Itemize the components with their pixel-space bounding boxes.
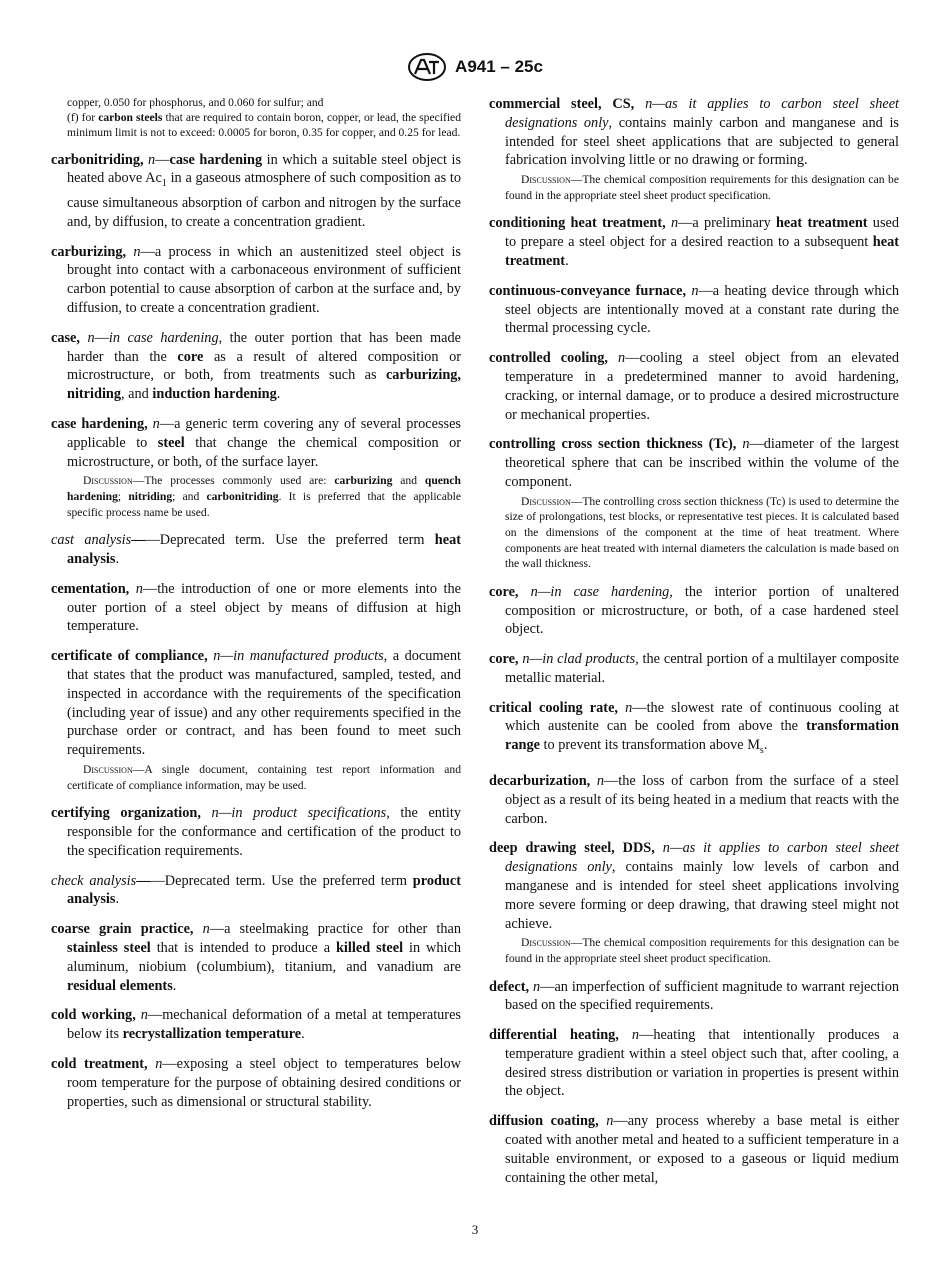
list-item: copper, 0.050 for phosphorus, and 0.060 for sulfur; and (67, 96, 324, 109)
entry-controlled-cooling: controlled cooling, n—cooling a steel object from an elevated temperature in a predetermined manner to avoid hardening, cracking, or internal damage, or to produce a desired microstructure or mechanical properties. (489, 350, 899, 423)
entry-critical-cooling-rate: critical cooling rate, n—the slowest rate of continuous cooling at which austenite can be cooled from above the transformation range to prevent its transformation above $M_s$. (489, 699, 899, 757)
entry-differential-heating: differential heating, n—heating that intentionally produces a temperature gradient within a steel object such that, after cooling, a desired stress distribution or variation in properties is present within the object. (489, 1027, 899, 1100)
page-header (0, 52, 950, 82)
entry-continuous-conveyance-furnace: continuous-conveyance furnace, n—a heating device through which steel objects are intentionally moved at a constant rate during the thermal processing cycle. (489, 282, 899, 337)
right-column (489, 95, 899, 1198)
list-item-f: (f) for carbon steels that are required to contain boron, copper, or lead, the specified minimum limit is not to exceed: 0.0005 for boron, 0.35 for copper, and 0.25 for lead. (67, 111, 461, 140)
astm-logo-icon (407, 52, 447, 82)
standard-designation: A941 – 25c (455, 57, 543, 76)
entry-coarse-grain-practice: coarse grain practice, n—a steelmaking practice for other than stainless steel that is intended to produce a killed steel in which aluminum, niobium (columbium), titanium, and vanadium are residual elements. (51, 921, 461, 994)
entry-commercial-steel: commercial steel, CS, n—as it applies to carbon steel sheet designations only, contains mainly carbon and manganese and is intended for steel sheet applications that are subjected to general fabrication involving little or no drawing or forming. Discussion—The chemical composition requirements for this designation can be found in the appropriate steel sheet product specification. (489, 96, 900, 202)
left-column (51, 95, 461, 1122)
continued-list (51, 95, 461, 141)
entry-controlling-cross-section: controlling cross section thickness (Tc), n—diameter of the largest theoretical sphere that can be inscribed within the volume of the component. Discussion—The controlling cross section thickness (Tc) is used to determine the size of prolongations, test blocks, or representative test pieces. It is calculated based on the dimensions of the component at the time of heat treatment. Where components are heat treated with internal diameters the calculation is made based on the wall thickness. (489, 436, 899, 571)
entry-case: case, n—in case hardening, the outer portion that has been made harder than the core as a result of altered composition or microstructure, or both, from treatments such as carburizing, nitriding, and induction hardening. (51, 329, 462, 403)
entry-cold-working: cold working, n—mechanical deformation of a metal at temperatures below its recrystallization temperature. (51, 1007, 461, 1043)
entry-cast-analysis: cast analysis——Deprecated term. Use the preferred term heat analysis. (51, 532, 461, 567)
entry-cold-treatment: cold treatment, n—exposing a steel object to temperatures below room temperature for the purpose of obtaining desired conditions or properties, such as dimensional or structural stability. (51, 1055, 461, 1110)
discussion-note: Discussion—The chemical composition requirements for this designation can be found in the appropriate steel sheet product specification. (505, 936, 899, 965)
discussion-note: Discussion—The processes commonly used are: carburizing and quench hardening; nitriding; and carbonitriding. It is preferred that the applicable specific process name be used. (67, 474, 462, 519)
entry-conditioning-heat-treatment: conditioning heat treatment, n—a preliminary heat treatment used to prepare a steel object for a desired reaction to a subsequent heat treatment. (489, 215, 900, 269)
entry-core-case-hardening: core, n—in case hardening, the interior portion of unaltered composition or microstructure, or both, of a case hardened steel object. (489, 583, 899, 638)
entry-diffusion-coating: diffusion coating, n—any process whereby a base metal is either coated with another metal and heated to a sufficient temperature in a suitable environment, or exposed to a gaseous or liquid medium containing the other metal, (489, 1113, 899, 1186)
entry-carbonitriding: carbonitriding, n—case hardening in which a suitable steel object is heated above $Ac_1$ in a gaseous atmosphere of such composition as to cause simultaneous absorption of carbon and nitrogen by the surface and, by diffusion, to create a concentration gradient. (51, 151, 462, 230)
entry-case-hardening: case hardening, n—a generic term covering any of several processes applicable to steel that change the chemical composition or microstructure, or both, of the surface layer. Discussion—The processes commonly used are: carburizing and quench hardening; nitriding; and carbonitriding. It is preferred that the applicable specific process name be used. (51, 416, 462, 519)
entry-certifying-organization: certifying organization, n—in product specifications, the entity responsible for the conformance and certification of the product to the specification requirements. (51, 805, 461, 859)
discussion-note: Discussion—The chemical composition requirements for this designation can be found in the appropriate steel sheet product specification. (505, 173, 899, 202)
entry-certificate-of-compliance: certificate of compliance, n—in manufactured products, a document that states that the product was manufactured, sampled, tested, and inspected in accordance with the requirements of the specification (including year of issue) and any other requirements specified in the purchase order or contract, and has been found to meet such requirements. Discussion—A single document, containing test report information and certificate of compliance information, may be used. (51, 648, 462, 792)
page-number: 3 (471, 1222, 479, 1237)
entry-defect: defect, n—an imperfection of sufficient magnitude to warrant rejection based on the specified requirements. (489, 978, 899, 1014)
entry-cementation: cementation, n—the introduction of one or more elements into the outer portion of a steel object by means of diffusion at high temperature. (51, 580, 461, 635)
discussion-note: Discussion—The controlling cross section thickness (Tc) is used to determine the size of prolongations, test blocks, or representative test pieces. It is calculated based on the dimensions of the component at the time of heat treatment. Where components are heat treated with internal diameters the calculation is made based on the wall thickness. (505, 494, 899, 571)
entry-carburizing: carburizing, n—a process in which an austenitized steel object is brought into contact with a carbonaceous environment of sufficient carbon potential to cause absorption of carbon at the surface and, by diffusion, to create a concentration gradient. (51, 243, 461, 317)
entry-core-clad-products: core, n—in clad products, the central portion of a multilayer composite metallic material. (489, 651, 899, 686)
entry-check-analysis: check analysis——Deprecated term. Use the preferred term product analysis. (51, 872, 461, 908)
entry-deep-drawing-steel: deep drawing steel, DDS, n—as it applies to carbon steel sheet designations only, contains mainly low levels of carbon and manganese and is intended for steel sheet applications involving more severe forming or deep drawing, that drawing steel might not achieve. Discussion—The chemical composition requirements for this designation can be found in the appropriate steel sheet product specification. (489, 840, 899, 965)
discussion-note: Discussion—A single document, containing test report information and certificate of compliance information, may be used. (67, 762, 461, 792)
entry-decarburization: decarburization, n—the loss of carbon from the surface of a steel object as a result of its being heated in a medium that reacts with the carbon. (489, 772, 899, 827)
